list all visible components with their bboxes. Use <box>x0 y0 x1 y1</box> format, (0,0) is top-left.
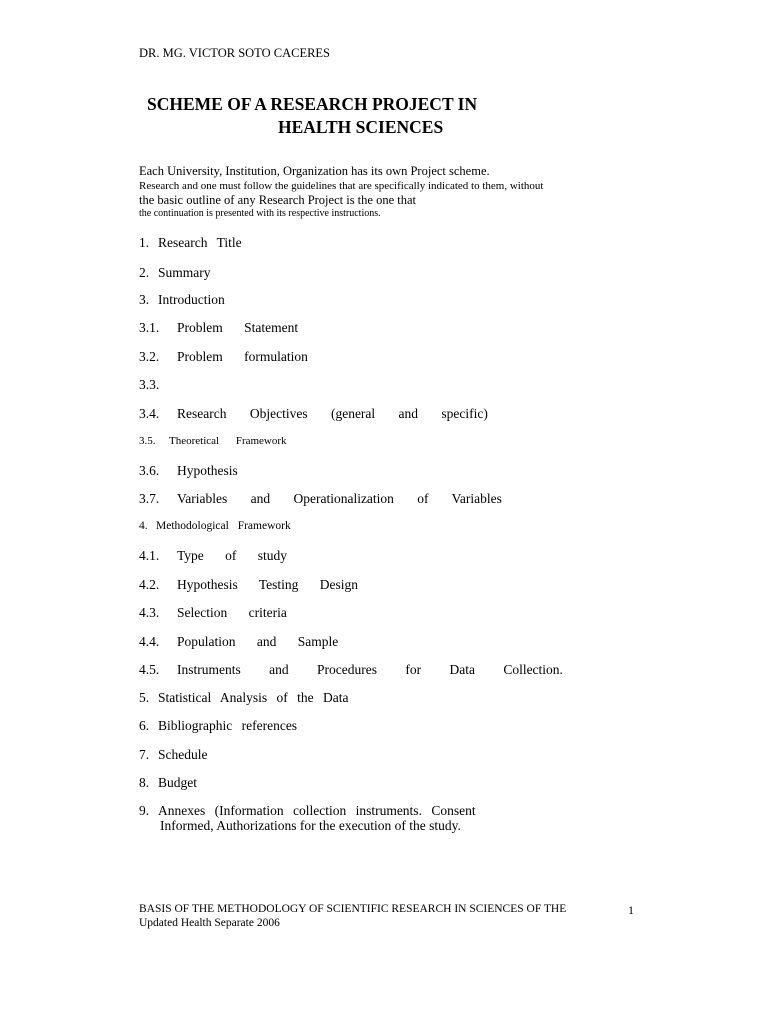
outline-item-number: 3.5. <box>139 435 156 447</box>
outline-item <box>139 803 476 819</box>
outline-item <box>139 747 208 763</box>
outline-item-text: Annexes (Information collection instruments. Consent <box>158 803 476 818</box>
outline-item-text: Hypothesis <box>177 463 238 478</box>
outline-item-number: 2. <box>139 265 150 280</box>
outline-item-text: Problem formulation <box>177 349 308 364</box>
page-number: 1 <box>628 903 634 917</box>
outline-item-number: 5. <box>139 690 150 705</box>
outline-item-text: Budget <box>158 775 197 790</box>
intro-line-4: the continuation is presented with its respective instructions. <box>139 208 381 219</box>
outline-item-text: Statistical Analysis of the Data <box>158 690 349 705</box>
outline-item-text: Instruments and Procedures for Data Collection. <box>177 662 563 677</box>
outline-item-text: Hypothesis Testing Design <box>177 577 359 592</box>
footer-line-1: BASIS OF THE METHODOLOGY OF SCIENTIFIC RESEARCH IN SCIENCES OF THE <box>139 903 567 915</box>
outline-item-number: 6. <box>139 718 150 733</box>
outline-item <box>139 292 225 308</box>
outline-item-number: 3.7. <box>139 491 160 506</box>
outline-item-number: 3.1. <box>139 320 160 335</box>
outline-item-text: Research Title <box>158 235 242 250</box>
outline-item <box>139 320 298 336</box>
outline-item-text: Theoretical Framework <box>169 435 287 447</box>
outline-item-text: Methodological Framework <box>156 520 291 532</box>
document-title-line-2: HEALTH SCIENCES <box>278 117 444 137</box>
outline-item <box>139 463 238 479</box>
outline-item-number: 3.3. <box>139 377 160 392</box>
outline-item-number: 4.2. <box>139 577 160 592</box>
outline-item-number: 3.6. <box>139 463 160 478</box>
document-title-line-1: SCHEME OF A RESEARCH PROJECT IN <box>147 94 478 114</box>
outline-item <box>139 377 177 393</box>
footer-line-2: Updated Health Separate 2006 <box>139 917 280 929</box>
outline-item-text: Problem Statement <box>177 320 299 335</box>
outline-item <box>139 634 338 650</box>
outline-item-text: Selection criteria <box>177 605 287 620</box>
outline-item <box>139 435 287 447</box>
outline-item-number: 4. <box>139 520 148 532</box>
outline-item <box>139 662 563 678</box>
outline-item-text: Type of study <box>177 548 288 563</box>
outline-item <box>139 548 287 564</box>
outline-item <box>139 605 287 621</box>
outline-item <box>139 690 348 706</box>
outline-item-text: Variables and Operationalization of Variables <box>177 491 502 506</box>
author-header: DR. MG. VICTOR SOTO CACERES <box>139 46 331 60</box>
outline-item-number: 8. <box>139 775 150 790</box>
outline-item-number: 9. <box>139 803 150 818</box>
outline-item <box>139 775 197 791</box>
outline-item-number: 7. <box>139 747 150 762</box>
outline-item-text: Bibliographic references <box>158 718 298 733</box>
outline-item <box>139 265 211 281</box>
outline-item-number: 4.4. <box>139 634 160 649</box>
outline-item-number: 4.1. <box>139 548 160 563</box>
outline-item <box>139 406 488 422</box>
outline-item <box>139 577 358 593</box>
outline-item <box>139 235 242 251</box>
outline-item-number: 4.5. <box>139 662 160 677</box>
outline-item <box>139 491 502 507</box>
outline-item-text: Schedule <box>158 747 208 762</box>
outline-item-text: Introduction <box>158 292 225 307</box>
outline-item-number: 3.4. <box>139 406 160 421</box>
outline-item-text: Research Objectives (general and specific) <box>177 406 488 421</box>
outline-item <box>139 349 308 365</box>
intro-line-1: Each University, Institution, Organization has its own Project scheme. <box>139 164 490 178</box>
outline-item-text: Summary <box>158 265 211 280</box>
outline-item-text: Population and Sample <box>177 634 339 649</box>
outline-item-number: 1. <box>139 235 150 250</box>
outline-item <box>139 520 291 532</box>
outline-item-continuation: Informed, Authorizations for the execution of the study. <box>160 818 461 833</box>
intro-line-3: the basic outline of any Research Project is the one that <box>139 193 416 207</box>
outline-item-number: 3.2. <box>139 349 160 364</box>
outline-item <box>139 718 297 734</box>
outline-item-number: 4.3. <box>139 605 160 620</box>
outline-item-number: 3. <box>139 292 150 307</box>
intro-line-2: Research and one must follow the guidelines that are specifically indicated to them, without <box>139 180 544 192</box>
